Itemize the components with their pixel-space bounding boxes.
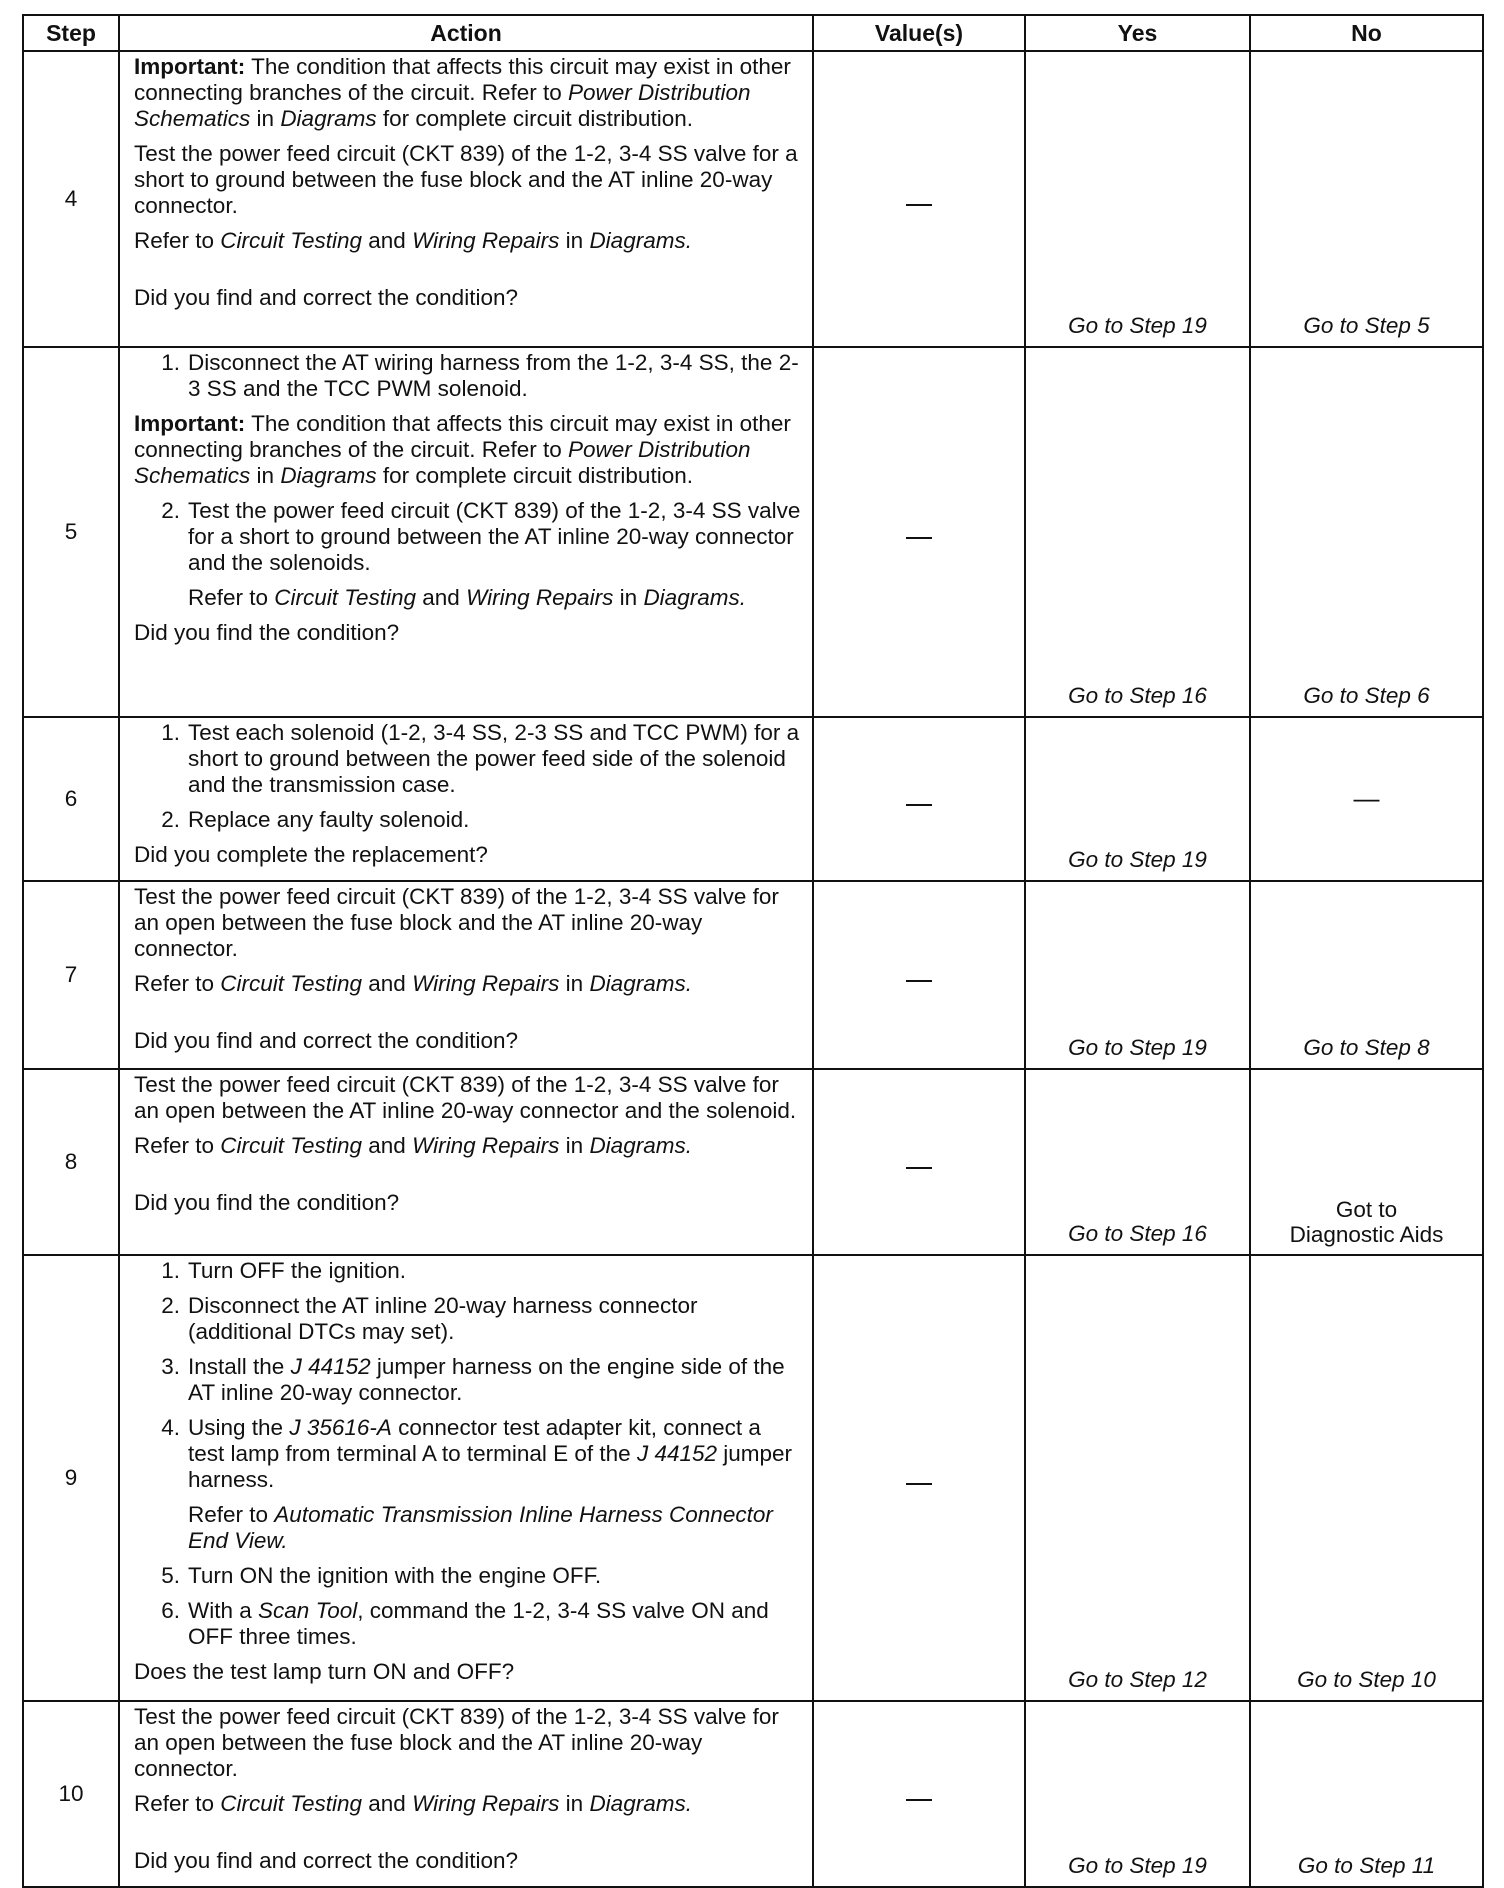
no-cell: Go to Step 8	[1250, 881, 1483, 1069]
table-row	[23, 51, 1483, 347]
action-cell	[119, 881, 813, 1069]
yes-cell: Go to Step 16	[1025, 1069, 1250, 1255]
header-yes: Yes	[1025, 15, 1250, 51]
no-line-1: Got to	[1335, 1197, 1398, 1222]
step-number: 7	[23, 881, 119, 1069]
value-cell	[813, 1069, 1025, 1255]
question-text: Did you find and correct the condition?	[134, 285, 518, 310]
dash-mark	[906, 980, 932, 982]
table-row	[23, 717, 1483, 881]
step-number: 6	[23, 717, 119, 881]
table-row	[23, 1701, 1483, 1887]
step-number: 9	[23, 1255, 119, 1701]
action-cell	[119, 1701, 813, 1887]
no-line-2: Diagnostic Aids	[1289, 1222, 1444, 1247]
list-item: 1. Disconnect the AT wiring harness from the 1-2, 3-4 SS, the 2-3 SS and the TCC PWM solenoid.	[161, 350, 799, 401]
action-text: Test the power feed circuit (CKT 839) of the 1-2, 3-4 SS valve for an open between the fuse block and the AT inline 20-way connector.	[134, 884, 779, 961]
refer-text: Refer to Circuit Testing and Wiring Repairs in Diagrams.	[188, 585, 746, 610]
dash-mark	[906, 204, 932, 206]
table-header-row	[23, 15, 1483, 51]
list-item: 2. Disconnect the AT inline 20-way harness connector (additional DTCs may set).	[161, 1293, 698, 1344]
dash-mark	[906, 804, 932, 806]
list-item: 1. Turn OFF the ignition.	[161, 1258, 407, 1283]
question-text: Did you find the condition?	[134, 620, 400, 645]
action-cell	[119, 1255, 813, 1701]
list-item: 6. With a Scan Tool, command the 1-2, 3-4 SS valve ON and OFF three times.	[161, 1598, 769, 1649]
action-text: Test the power feed circuit (CKT 839) of the 1-2, 3-4 SS valve for an open between the fuse block and the AT inline 20-way connector.	[134, 1704, 779, 1781]
important-note: Important: The condition that affects this circuit may exist in other connecting branches of the circuit. Refer to Power Distribution Schematics in Diagrams for complete circuit distribution.	[134, 54, 791, 131]
important-note: Important: The condition that affects this circuit may exist in other connecting branches of the circuit. Refer to Power Distribution Schematics in Diagrams for complete circuit distribution.	[134, 411, 791, 488]
list-item: 3. Install the J 44152 jumper harness on the engine side of the AT inline 20-way connector.	[161, 1354, 785, 1405]
list-item: 2. Test the power feed circuit (CKT 839) of the 1-2, 3-4 SS valve for a short to ground between the AT inline 20-way connector and the solenoids.	[161, 498, 801, 575]
no-cell: Go to Step 6	[1250, 347, 1483, 717]
question-text: Does the test lamp turn ON and OFF?	[134, 1659, 515, 1684]
action-text: Test the power feed circuit (CKT 839) of the 1-2, 3-4 SS valve for an open between the AT inline 20-way connector and the solenoid.	[134, 1072, 797, 1123]
refer-text: Refer to Automatic Transmission Inline Harness Connector End View.	[188, 1502, 773, 1553]
dash-mark	[906, 1799, 932, 1801]
table-row	[23, 881, 1483, 1069]
value-cell	[813, 51, 1025, 347]
yes-cell: Go to Step 19	[1025, 881, 1250, 1069]
dash-mark	[906, 537, 932, 539]
header-action: Action	[119, 15, 813, 51]
dash-mark	[906, 1483, 932, 1485]
step-number: 10	[23, 1701, 119, 1887]
header-step: Step	[23, 15, 119, 51]
yes-cell: Go to Step 12	[1025, 1255, 1250, 1701]
value-cell	[813, 1701, 1025, 1887]
list-item: 4. Using the J 35616-A connector test adapter kit, connect a test lamp from terminal A to terminal E of the J 44152 jumper harness.	[161, 1415, 793, 1492]
list-item: 1. Test each solenoid (1-2, 3-4 SS, 2-3 SS and TCC PWM) for a short to ground between the power feed side of the solenoid and the transmission case.	[161, 720, 800, 797]
refer-text: Refer to Circuit Testing and Wiring Repairs in Diagrams.	[134, 228, 692, 253]
yes-cell: Go to Step 19	[1025, 51, 1250, 347]
dash-mark: —	[1353, 783, 1380, 813]
action-cell	[119, 51, 813, 347]
list-item: 2. Replace any faulty solenoid.	[161, 807, 470, 832]
question-text: Did you find the condition?	[134, 1190, 400, 1215]
no-cell: Go to Step 11	[1250, 1701, 1483, 1887]
question-text: Did you find and correct the condition?	[134, 1028, 518, 1053]
value-cell	[813, 347, 1025, 717]
dash-mark	[906, 1167, 932, 1169]
step-number: 4	[23, 51, 119, 347]
yes-cell: Go to Step 19	[1025, 1701, 1250, 1887]
table-row	[23, 347, 1483, 717]
value-cell	[813, 1255, 1025, 1701]
action-cell	[119, 1069, 813, 1255]
no-cell: Go to Step 5	[1250, 51, 1483, 347]
table-row	[23, 1255, 1483, 1701]
value-cell	[813, 881, 1025, 1069]
question-text: Did you complete the replacement?	[134, 842, 488, 867]
action-cell	[119, 717, 813, 881]
step-number: 8	[23, 1069, 119, 1255]
action-text: Test the power feed circuit (CKT 839) of the 1-2, 3-4 SS valve for a short to ground between the fuse block and the AT inline 20-way connector.	[134, 141, 798, 218]
refer-text: Refer to Circuit Testing and Wiring Repairs in Diagrams.	[134, 1133, 692, 1158]
no-cell: Go to Step 10	[1250, 1255, 1483, 1701]
refer-text: Refer to Circuit Testing and Wiring Repairs in Diagrams.	[134, 1791, 692, 1816]
yes-cell: Go to Step 19	[1025, 717, 1250, 881]
step-number: 5	[23, 347, 119, 717]
question-text: Did you find and correct the condition?	[134, 1848, 518, 1873]
yes-cell: Go to Step 16	[1025, 347, 1250, 717]
header-values: Value(s)	[813, 15, 1025, 51]
diagnostic-table	[22, 14, 1484, 1888]
no-cell	[1250, 1069, 1483, 1255]
list-item: 5. Turn ON the ignition with the engine OFF.	[161, 1563, 602, 1588]
action-cell	[119, 347, 813, 717]
refer-text: Refer to Circuit Testing and Wiring Repairs in Diagrams.	[134, 971, 692, 996]
table-row	[23, 1069, 1483, 1255]
value-cell	[813, 717, 1025, 881]
header-no: No	[1250, 15, 1483, 51]
no-cell	[1250, 717, 1483, 881]
diagnostic-page	[22, 14, 1482, 1888]
